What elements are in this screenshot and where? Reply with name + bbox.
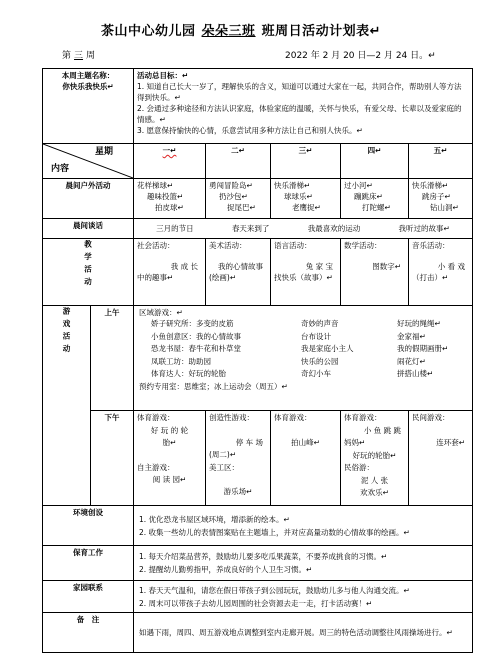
teaching-content: 小 看 戏 xyxy=(437,262,466,271)
outdoor-item: 扔沙包↵ xyxy=(219,192,248,201)
am-footer: 预约专用室：思维室；冰上运动会（周五）↵ xyxy=(139,381,288,391)
care-row xyxy=(43,546,473,581)
teaching-content: 兔 家 宝 xyxy=(305,262,333,271)
day-monday xyxy=(134,144,206,179)
talk-topic: 我最喜欢的运动 xyxy=(307,224,361,233)
talk-topic: 我听过的故事↵ xyxy=(398,224,450,233)
teaching-label: 教学活动 xyxy=(83,240,93,290)
pm-item: 美工区： xyxy=(209,462,239,472)
theme-row xyxy=(43,69,473,144)
talk-topic: 三月的节日 xyxy=(156,224,194,233)
environment-row xyxy=(43,506,473,546)
goals-label: 活动总目标：↵ xyxy=(137,71,189,80)
games-am-row xyxy=(43,306,473,411)
environment-item: 1. 优化恐龙书屋区域环境，增添新的绘本。↵ xyxy=(139,514,290,524)
home-cell xyxy=(134,581,473,613)
am-area: 闹花灯↵ xyxy=(397,356,426,366)
pm-item: 拍山峰↵ xyxy=(291,437,320,447)
pm-cell xyxy=(206,411,271,506)
teaching-content: 找快乐（故事）↵ xyxy=(274,273,333,282)
teaching-content: 图数字↵ xyxy=(372,262,401,271)
am-area: 奇妙的声音 xyxy=(301,319,339,328)
pm-item: 欢欢乐↵ xyxy=(360,488,389,497)
environment-cell xyxy=(134,506,473,546)
pm-item: 停 车 场 xyxy=(235,437,263,447)
pm-item: 体育游戏： xyxy=(274,413,312,422)
pm-item: 泥 人 张 xyxy=(360,475,389,485)
outdoor-item: 打陀螺↵ xyxy=(362,203,391,212)
games-label-cell xyxy=(43,306,91,506)
talk-label: 晨间谈话 xyxy=(43,219,134,239)
pm-item: 小 鱼 跳 跳 xyxy=(363,425,401,435)
goals-cell xyxy=(134,69,473,144)
am-area: 体育达人：好玩的轮胎 xyxy=(151,369,226,378)
am-areas xyxy=(137,318,469,381)
diagonal-header-cell xyxy=(43,144,134,179)
teaching-type: 美术活动： xyxy=(209,241,247,250)
outdoor-cell xyxy=(409,179,473,219)
games-label: 游戏活动 xyxy=(62,307,71,357)
outdoor-item: 快乐滑梯↵ xyxy=(412,181,449,190)
pm-item: 妈妈↵ xyxy=(344,438,366,447)
theme-label: 本周主题名称： xyxy=(61,71,115,80)
goal-item: 1. 知道自己长大一岁了，理解快乐的含义，知道可以通过大家在一起，共同合作，帮助别人等方法得到快乐。↵ xyxy=(137,82,462,102)
notes-text: 如遇下雨，周四、周五游戏地点调整到室内走廊开展。周三的特色活动调整往风雨操场进行。↵ xyxy=(139,628,453,637)
title-suffix: 班周日活动计划表↵ xyxy=(261,24,381,39)
outdoor-item: 钻山洞↵ xyxy=(430,203,459,212)
am-label: 上午 xyxy=(91,306,134,411)
teaching-cell xyxy=(341,239,409,306)
environment-label: 环境创设 xyxy=(43,506,134,546)
outdoor-item: 捉尾巴↵ xyxy=(227,203,256,212)
pm-item: (周二)↵ xyxy=(209,450,237,459)
care-cell xyxy=(134,546,473,581)
home-item: 1. 春天天气温和，请您在假日带孩子到公园玩玩，鼓励幼儿多与他人沟通交流。↵ xyxy=(139,585,410,595)
notes-cell xyxy=(134,613,473,653)
teaching-content: 中的趣事↵ xyxy=(137,273,174,282)
am-cell xyxy=(134,306,473,411)
pm-item: 胎↵ xyxy=(162,438,177,447)
pm-item: 民间游戏： xyxy=(412,413,450,422)
teaching-type: 数学活动： xyxy=(344,241,382,250)
outdoor-item: 老鹰捉↵ xyxy=(292,203,321,212)
pm-item: 好 玩 的 轮 xyxy=(150,425,189,435)
day-tuesday: 二↵ xyxy=(206,144,271,179)
week-label: 星期 xyxy=(94,147,113,157)
teaching-cell xyxy=(271,239,341,306)
care-label: 保育工作 xyxy=(43,546,134,581)
teaching-content: （打击）↵ xyxy=(412,273,449,282)
theme-cell xyxy=(43,69,134,144)
outdoor-cell xyxy=(134,179,206,219)
teaching-cell xyxy=(134,239,206,306)
pm-item: 民俗游： xyxy=(344,463,374,472)
outdoor-item: 趣味投篮↵ xyxy=(147,192,184,201)
pm-cell xyxy=(271,411,341,506)
teaching-content: 我 成 长 xyxy=(170,262,198,271)
am-area: 小鱼创意区：我的心情故事 xyxy=(151,331,241,341)
outdoor-item: 球球乐↵ xyxy=(284,192,313,201)
teaching-type: 社会活动： xyxy=(137,241,175,250)
goal-item: 3. 愿意保持愉快的心情，乐意尝试用多种方法让自己和别人快乐。↵ xyxy=(137,126,363,135)
school-name: 茶山中心幼儿园 xyxy=(101,24,196,39)
outdoor-row xyxy=(43,179,473,219)
document-title xyxy=(0,20,482,39)
environment-item: 2. 收集一些幼儿的表情图案贴在主题墙上，并对应高量动数的心情故事的绘画。↵ xyxy=(139,527,410,537)
day-wednesday: 三↵ xyxy=(271,144,341,179)
pm-label: 下午 xyxy=(91,411,134,506)
days-header-row xyxy=(43,144,473,179)
home-item: 2. 周末可以带孩子去幼儿园周围的社会资源去走一走，打卡活动赛！↵ xyxy=(139,598,373,608)
am-area: 拼搭山楼↵ xyxy=(397,369,434,378)
talk-cell xyxy=(134,219,473,239)
teaching-row xyxy=(43,239,473,306)
week-prefix: 第 xyxy=(62,51,72,61)
pm-cell xyxy=(409,411,473,506)
week-suffix: 周 xyxy=(86,51,96,61)
pm-item: 创造性游戏： xyxy=(209,413,254,422)
outdoor-label: 晨间户外活动 xyxy=(43,179,134,219)
am-area: 我是家庭小主人 xyxy=(301,344,354,353)
date-range: 2022 年 2 月 20 日—2 月 24 日。↵ xyxy=(285,51,436,61)
pm-item: 阅 读 园↵ xyxy=(152,475,187,484)
notes-label: 备 注 xyxy=(43,613,134,653)
outdoor-item: 快乐滑梯↵ xyxy=(274,181,311,190)
care-item: 1. 每天介绍菜品营养，鼓励幼儿要多吃瓜果蔬菜，不要养成挑食的习惯。↵ xyxy=(139,552,388,561)
teaching-label-cell xyxy=(43,239,134,306)
outdoor-item: 跳房子↵ xyxy=(422,192,451,201)
outdoor-item: 花样梯球↵ xyxy=(137,181,174,190)
class-name: 朵朵三班 xyxy=(201,24,256,39)
home-row xyxy=(43,581,473,613)
teaching-content: (绘画)↵ xyxy=(209,273,237,282)
am-area: 恐龙书屋：春牛花和朴草堂 xyxy=(151,344,241,353)
day-friday: 五↵ xyxy=(409,144,473,179)
day-thursday: 四↵ xyxy=(341,144,409,179)
am-area: 台布设计 xyxy=(301,331,331,341)
talk-topic: 春天来到了 xyxy=(231,224,270,233)
home-label: 家园联系 xyxy=(43,581,134,613)
teaching-cell xyxy=(206,239,271,306)
pm-item: 好玩的轮胎↵ xyxy=(352,450,397,460)
am-area: 娇子研究所：多变的皮筋 xyxy=(151,319,234,328)
pm-item: 游乐场↵ xyxy=(223,487,253,496)
teaching-type: 音乐活动： xyxy=(412,241,450,250)
am-title: 区域游戏：↵ xyxy=(139,308,183,317)
week-num: 三 xyxy=(74,51,84,61)
teaching-type: 语言活动： xyxy=(274,241,312,250)
pm-item: 体育游戏： xyxy=(137,413,175,422)
am-area: 好玩的绳绳↵ xyxy=(397,319,441,328)
week-number xyxy=(62,48,95,61)
pm-item: 自主游戏： xyxy=(137,462,175,472)
outdoor-item: 拍皮球↵ xyxy=(155,203,184,212)
games-pm-row xyxy=(43,411,473,506)
am-area: 我的假期画册↵ xyxy=(397,344,449,353)
talk-row xyxy=(43,219,473,239)
content-label: 内容 xyxy=(51,164,70,174)
pm-cell xyxy=(341,411,409,506)
outdoor-item: 蹦跳床↵ xyxy=(354,192,383,201)
pm-item: 体育游戏： xyxy=(344,413,382,422)
teaching-content: 我的心情故事 xyxy=(218,262,263,271)
outdoor-item: 勇闯冒险岛↵ xyxy=(209,181,253,190)
theme-name: 你快乐我快乐↵ xyxy=(62,82,114,91)
pm-item: 连环套↵ xyxy=(436,437,466,447)
outdoor-cell xyxy=(341,179,409,219)
pm-cell xyxy=(134,411,206,506)
goal-item: 2. 会通过多种途径和方法认识家庭，体验家庭的温暖，关怀与快乐，有爱父母、长辈以及爱家庭的情感。↵ xyxy=(137,104,462,124)
outdoor-item: 过小河↵ xyxy=(344,181,373,190)
am-area: 快乐的公园 xyxy=(301,356,339,366)
am-area: 凤联工坊：助助园 xyxy=(151,356,211,366)
activity-plan-table xyxy=(42,68,473,653)
notes-row xyxy=(43,613,473,653)
am-area: 金家福↵ xyxy=(397,331,426,341)
day-label: 一↵ xyxy=(162,146,177,155)
care-item: 2. 提醒幼儿勤剪指甲，养成良好的个人卫生习惯。↵ xyxy=(139,565,313,574)
outdoor-cell xyxy=(206,179,271,219)
outdoor-cell xyxy=(271,179,341,219)
am-area: 奇幻小车 xyxy=(301,369,331,378)
teaching-cell xyxy=(409,239,473,306)
